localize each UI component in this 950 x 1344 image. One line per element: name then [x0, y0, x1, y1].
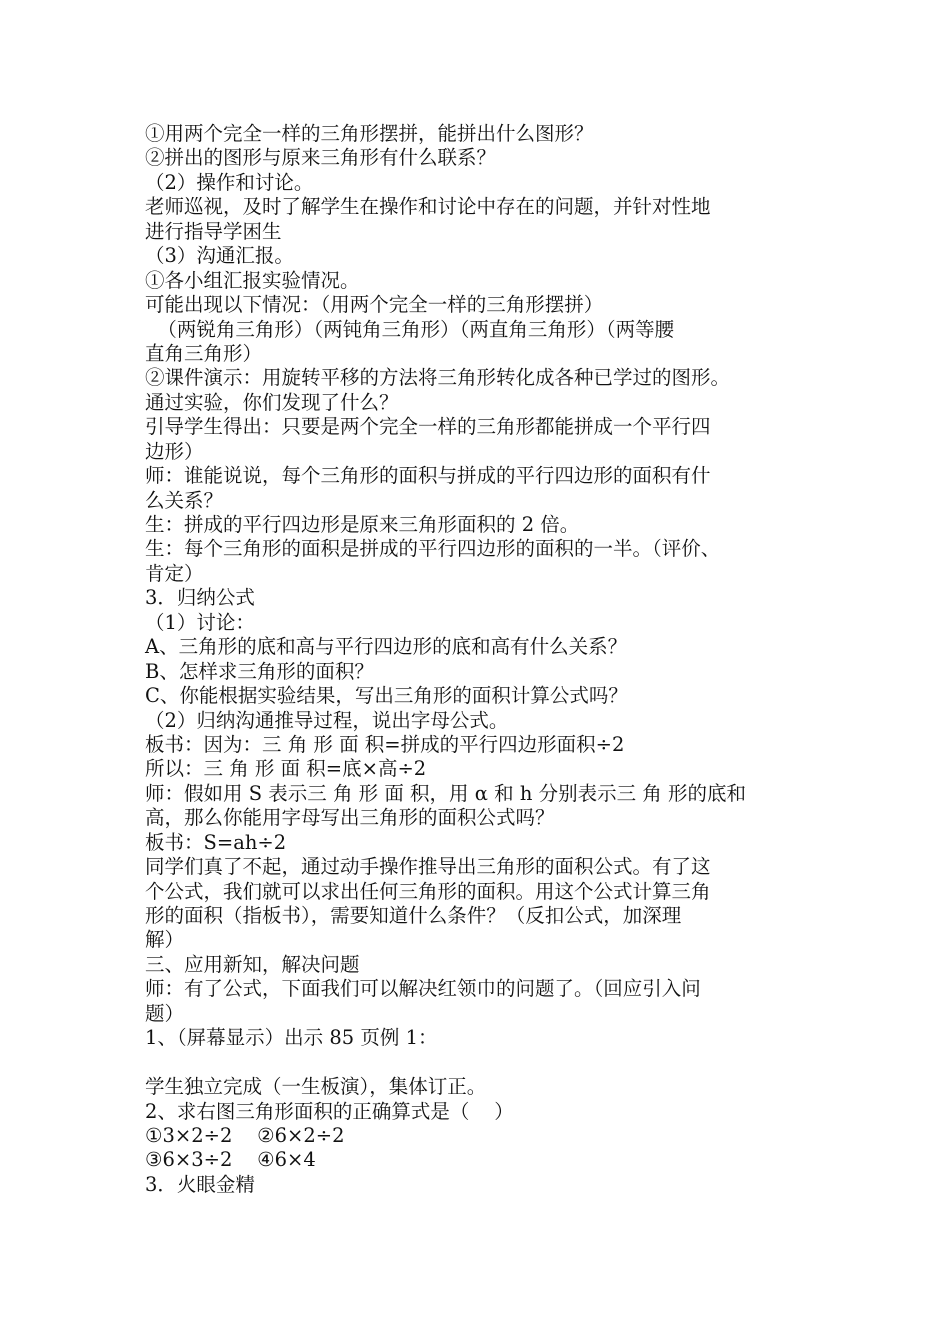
text-line: 肯定）: [145, 561, 204, 585]
text-line: 同学们真了不起，通过动手操作推导出三角形的面积公式。有了这: [145, 855, 711, 879]
text-line: （两锐角三角形）（两钝角三角形）（两直角三角形）（两等腰: [145, 317, 675, 341]
text-line: 边形）: [145, 439, 204, 463]
text-line: 师：谁能说说，每个三角形的面积与拼成的平行四边形的面积有什: [145, 464, 711, 488]
text-line: （2）操作和讨论。: [145, 170, 314, 194]
text-line: ①用两个完全一样的三角形摆拼，能拼出什么图形？: [145, 122, 594, 145]
text-line: 个公式，我们就可以求出任何三角形的面积。用这个公式计算三角: [145, 879, 711, 903]
text-line: 老师巡视，及时了解学生在操作和讨论中存在的问题，并针对性地: [145, 195, 711, 219]
blank-line: [145, 1051, 810, 1075]
text-line: 形的面积（指板书），需要知道什么条件？（反扣公式，加深理: [145, 904, 682, 927]
text-line: 生：拼成的平行四边形是原来三角形面积的 2 倍。: [145, 513, 580, 536]
formula-line: 板书：S=ah÷2: [145, 830, 287, 854]
text-line: 生：每个三角形的面积是拼成的平行四边形的面积的一半。（评价、: [145, 537, 721, 561]
text-line: 1、（屏幕显示）出示 85 页例 1：: [145, 1026, 438, 1050]
text-line: 2、求右图三角形面积的正确算式是（ ）: [145, 1099, 514, 1123]
text-line: 高，那么你能用字母写出三角形的面积公式吗？: [145, 806, 555, 830]
section-heading: 3．火眼金精: [145, 1172, 255, 1196]
text-line: 直角三角形）: [145, 341, 263, 365]
formula-line: 板书：因为：三 角 形 面 积=拼成的平行四边形面积÷2: [145, 732, 625, 756]
text-line: ②拼出的图形与原来三角形有什么联系？: [145, 146, 497, 170]
formula-line: 所以：三 角 形 面 积=底×高÷2: [145, 757, 427, 781]
text-line: 通过实验，你们发现了什么？: [145, 390, 399, 414]
text-line: 师：有了公式，下面我们可以解决红领巾的问题了。（回应引入问: [145, 977, 701, 1001]
answer-options: ③6×3÷2 ④6×4: [145, 1148, 316, 1172]
text-line: 可能出现以下情况：（用两个完全一样的三角形摆拼）: [145, 293, 604, 317]
text-line: 解）: [145, 928, 185, 952]
document-body: [145, 122, 810, 1197]
text-line: 引导学生得出：只要是两个完全一样的三角形都能拼成一个平行四: [145, 415, 711, 439]
text-line: 进行指导学困生: [145, 219, 282, 243]
text-line: 题）: [145, 1001, 185, 1025]
text-line: 学生独立完成（一生板演），集体订正。: [145, 1075, 487, 1099]
text-line: A、三角形的底和高与平行四边形的底和高有什么关系？: [145, 635, 628, 659]
text-line: （3）沟通汇报。: [145, 244, 294, 268]
text-line: 师：假如用 S 表示三 角 形 面 积，用 α 和 h 分别表示三 角 形的底和: [145, 781, 746, 805]
text-line: B、怎样求三角形的面积？: [145, 659, 374, 683]
text-line: （1）讨论：: [145, 610, 255, 634]
text-line: （2）归纳沟通推导过程，说出字母公式。: [145, 708, 509, 732]
section-heading: 3．归纳公式: [145, 586, 255, 610]
section-heading: 三、应用新知，解决问题: [145, 952, 360, 976]
text-line: C、你能根据实验结果，写出三角形的面积计算公式吗？: [145, 684, 628, 708]
answer-options: ①3×2÷2 ②6×2÷2: [145, 1123, 345, 1147]
text-line: ①各小组汇报实验情况。: [145, 268, 360, 292]
text-line: ②课件演示：用旋转平移的方法将三角形转化成各种已学过的图形。: [145, 366, 731, 390]
text-line: 么关系？: [145, 488, 224, 512]
